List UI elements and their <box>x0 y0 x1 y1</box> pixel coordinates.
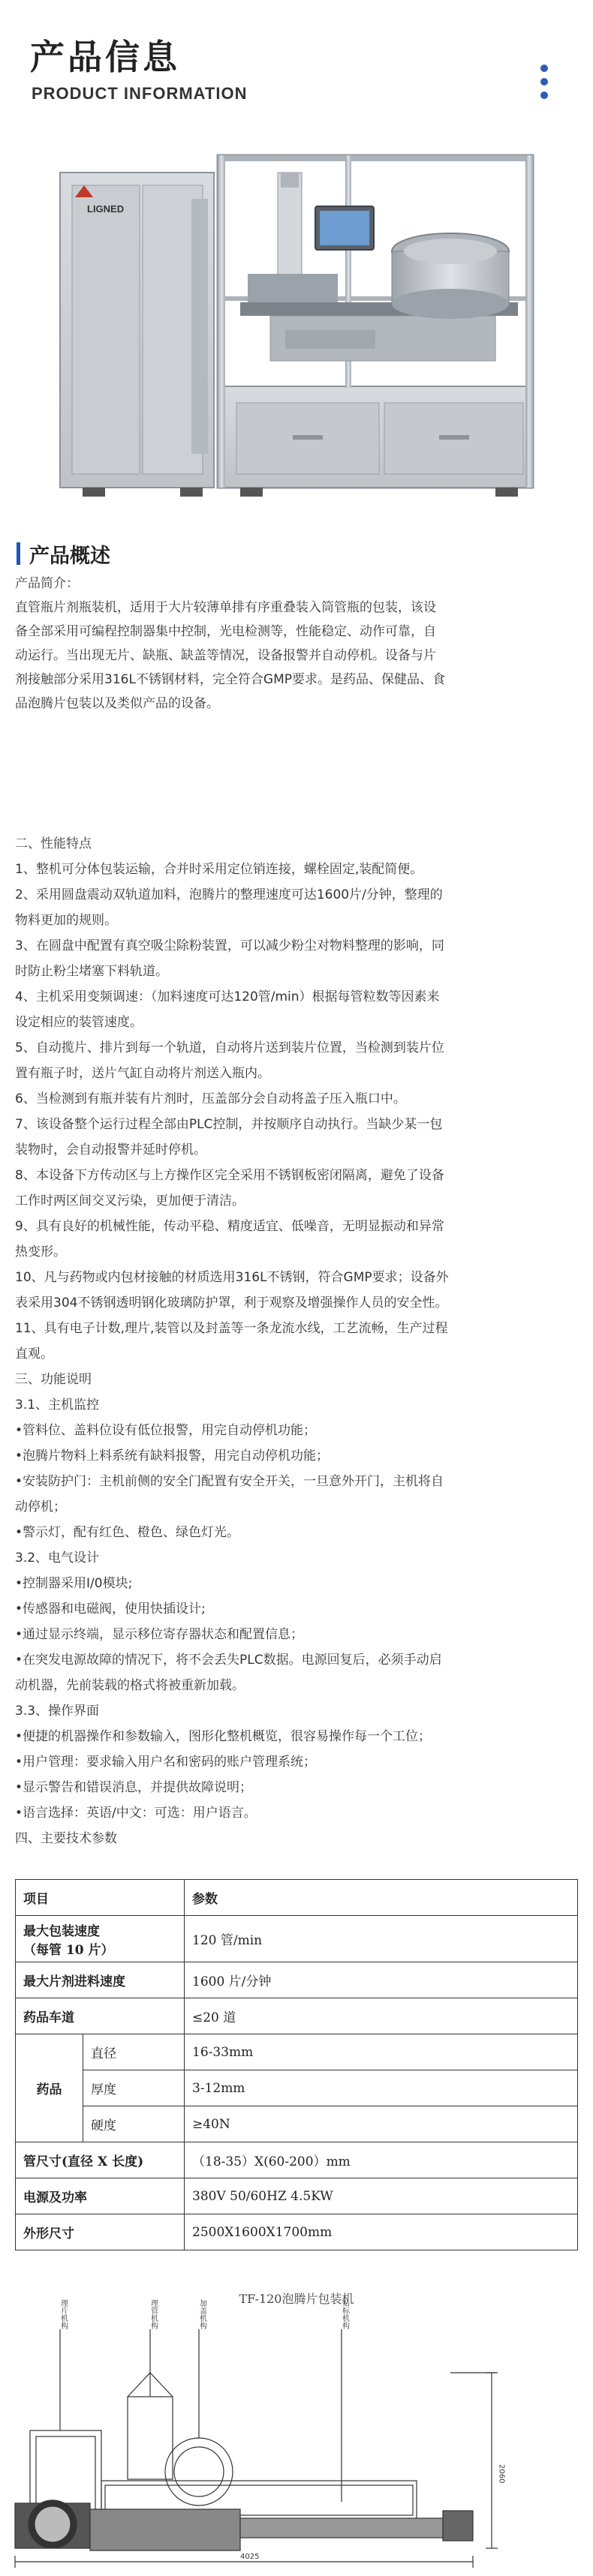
drawing-label: 理片机构 <box>59 2299 68 2329</box>
text-line: •用户管理：要求输入用户名和密码的账户管理系统； <box>15 1755 317 1770</box>
table-value-cell: ≤20 道 <box>185 1998 578 2034</box>
layout-drawing-svg <box>0 2284 593 2573</box>
table-label-cell: 外形尺寸 <box>16 2214 185 2250</box>
text-line: •语言选择：英语/中文：可选：用户语言。 <box>15 1806 257 1821</box>
table-value-cell: 380V 50/60HZ 4.5KW <box>185 2178 578 2214</box>
table-row <box>16 2178 578 2214</box>
svg-text:LIGNED: LIGNED <box>87 203 125 215</box>
text-line: 3.1、主机监控 <box>15 1398 100 1413</box>
table-label-cell: 药品 <box>16 2034 83 2142</box>
table-header-row <box>16 1880 578 1916</box>
text-line: 直观。 <box>15 1347 53 1362</box>
dim-width: 4025 <box>240 2553 260 2561</box>
page-subtitle: PRODUCT INFORMATION <box>32 84 248 103</box>
table-row <box>16 2070 578 2106</box>
table-row <box>16 2142 578 2178</box>
intro-line: 直管瓶片剂瓶装机，适用于大片较薄单排有序重叠装入筒管瓶的包装，该设 <box>15 600 436 615</box>
text-line: •显示警告和错误消息，并提供故障说明； <box>15 1780 253 1795</box>
page-title: 产品信息 <box>30 37 180 77</box>
text-line: 装物时，会自动报警并延时停机。 <box>15 1142 206 1157</box>
decorative-dots-icon <box>540 65 549 105</box>
text-line: 4、主机采用变频调速：（加料速度可达120管/min）根据每管粒数等因素来 <box>15 989 440 1004</box>
table-label-cell: 药品车道 <box>16 1998 185 2034</box>
table-value-cell: 120 管/min <box>185 1916 578 1962</box>
text-line: 9、具有良好的机械性能，传动平稳、精度适宜、低噪音，无明显振动和异常 <box>15 1219 444 1234</box>
text-line: 1、整机可分体包装运输，合并时采用定位销连接，螺栓固定,装配简便。 <box>15 862 423 877</box>
drawing-title: TF-120泡腾片包装机 <box>239 2292 354 2306</box>
text-line: 3、在圆盘中配置有真空吸尘除粉装置，可以减少粉尘对物料整理的影响，同 <box>15 938 444 953</box>
table-value-cell: 3-12mm <box>185 2070 578 2106</box>
overview-title: 产品概述 <box>29 544 110 568</box>
intro-line: 剂接触部分采用316L不锈钢材料，完全符合GMP要求。是药品、保健品、食 <box>15 672 446 687</box>
text-line: 动停机； <box>15 1500 66 1515</box>
text-line: 11、具有电子计数,理片,装管以及封盖等一条龙流水线，工艺流畅，生产过程 <box>15 1321 448 1336</box>
table-row <box>16 2214 578 2250</box>
table-value-cell: 2500X1600X1700mm <box>185 2214 578 2250</box>
text-line: •便捷的机器操作和参数输入，图形化整机概览，很容易操作每一个工位； <box>15 1729 432 1744</box>
text-line: 时防止粉尘堵塞下料轨道。 <box>15 964 168 979</box>
overview-section-header <box>17 539 110 569</box>
layout-drawing <box>0 2284 593 2573</box>
text-line: 热变形。 <box>15 1244 66 1259</box>
text-line: •泡腾片物料上料系统有缺料报警，用完自动停机功能； <box>15 1449 330 1464</box>
dim-height: 2060 <box>497 2464 506 2484</box>
table-value-cell: ≥40N <box>185 2106 578 2142</box>
table-row <box>16 2106 578 2142</box>
table-label-cell <box>16 1916 185 1962</box>
table-header-cell: 参数 <box>185 1880 578 1916</box>
text-line: •管料位、盖料位设有低位报警，用完自动停机功能； <box>15 1423 317 1438</box>
spec-table <box>15 1879 578 2250</box>
text-line: •安装防护门：主机前侧的安全门配置有安全开关，一旦意外开门，主机将自 <box>15 1474 444 1489</box>
text-line: •警示灯，配有红色、橙色、绿色灯光。 <box>15 1525 240 1540</box>
text-line: 7、该设备整个运行过程全部由PLC控制，并按顺序自动执行。当缺少某一包 <box>15 1117 443 1132</box>
machine-photo <box>0 139 593 521</box>
text-line: 5、自动揽片、排片到每一个轨道，自动将片送到装片位置，当检测到装片位 <box>15 1040 444 1055</box>
text-line: •控制器采用I/0模块; <box>15 1576 133 1591</box>
text-line: 四、主要技术参数 <box>15 1831 117 1846</box>
drawing-label: 加盖机构 <box>197 2299 206 2329</box>
table-row <box>16 1998 578 2034</box>
intro-line: 品泡腾片包装以及类似产品的设备。 <box>15 696 219 711</box>
intro-line: 动运行。当出现无片、缺瓶、缺盖等情况，设备报警并自动停机。设备与片 <box>15 648 436 663</box>
text-line: •在突发电源故障的情况下，将不会丢失PLC数据。电源回复后，必须手动启 <box>15 1653 442 1668</box>
text-line: •通过显示终端，显示移位寄存器状态和配置信息； <box>15 1627 304 1642</box>
table-row <box>16 1962 578 1998</box>
text-line: 二、性能特点 <box>15 836 92 851</box>
label-line: （每管 10 片） <box>23 1942 114 1958</box>
table-label-cell: 电源及功率 <box>16 2178 185 2214</box>
features-list <box>15 831 578 1851</box>
text-line: 工作时两区间交叉污染，更加便于清洁。 <box>15 1193 245 1208</box>
page-header <box>0 0 593 128</box>
drawing-label: 贴标机构 <box>340 2299 349 2329</box>
intro-line: 备全部采用可编程控制器集中控制，光电检测等，性能稳定、动作可靠，自 <box>15 624 436 639</box>
text-line: 3.2、电气设计 <box>15 1551 100 1566</box>
text-line: 10、凡与药物或内包材接触的材质选用316L不锈钢，符合GMP要求；设备外 <box>15 1270 449 1285</box>
table-value-cell: 1600 片/分钟 <box>185 1962 578 1998</box>
table-sublabel-cell: 硬度 <box>83 2106 185 2142</box>
text-line: 2、采用圆盘震动双轨道加料，泡腾片的整理速度可达1600片/分钟，整理的 <box>15 887 443 902</box>
text-line: 8、本设备下方传动区与上方操作区完全采用不锈钢板密闭隔离，避免了设备 <box>15 1168 444 1183</box>
table-header-cell: 项目 <box>16 1880 185 1916</box>
table-sublabel-cell: 厚度 <box>83 2070 185 2106</box>
text-line: 设定相应的装管速度。 <box>15 1015 143 1030</box>
text-line: 6、当检测到有瓶并装有片剂时，压盖部分会自动将盖子压入瓶口中。 <box>15 1091 406 1106</box>
table-label-cell: 管尺寸(直径 X 长度) <box>16 2142 185 2178</box>
table-sublabel-cell: 直径 <box>83 2034 185 2070</box>
table-label-cell: 最大片剂进料速度 <box>16 1962 185 1998</box>
table-row <box>16 2034 578 2070</box>
text-line: 动机器，先前装载的格式将被重新加载。 <box>15 1678 245 1693</box>
table-value-cell: 16-33mm <box>185 2034 578 2070</box>
section-accent-bar <box>17 542 20 565</box>
text-line: 物料更加的规则。 <box>15 913 117 928</box>
text-line: 表采用304不锈钢透明钢化玻璃防护罩，利于观察及增强操作人员的安全性。 <box>15 1296 448 1311</box>
table-value-cell: （18-35）X(60-200）mm <box>185 2142 578 2178</box>
text-line: 三、功能说明 <box>15 1372 92 1387</box>
product-intro <box>15 572 578 716</box>
text-line: •传感器和电磁阀，使用快插设计; <box>15 1602 206 1617</box>
text-line: 3.3、操作界面 <box>15 1704 100 1719</box>
drawing-label: 理管机构 <box>149 2299 158 2329</box>
machine-illustration <box>0 139 593 521</box>
label-line: 最大包装速度 <box>23 1923 100 1939</box>
table-row <box>16 1916 578 1962</box>
text-line: 置有瓶子时，送片气缸自动将片剂送入瓶内。 <box>15 1066 270 1081</box>
intro-label: 产品简介： <box>15 576 79 591</box>
